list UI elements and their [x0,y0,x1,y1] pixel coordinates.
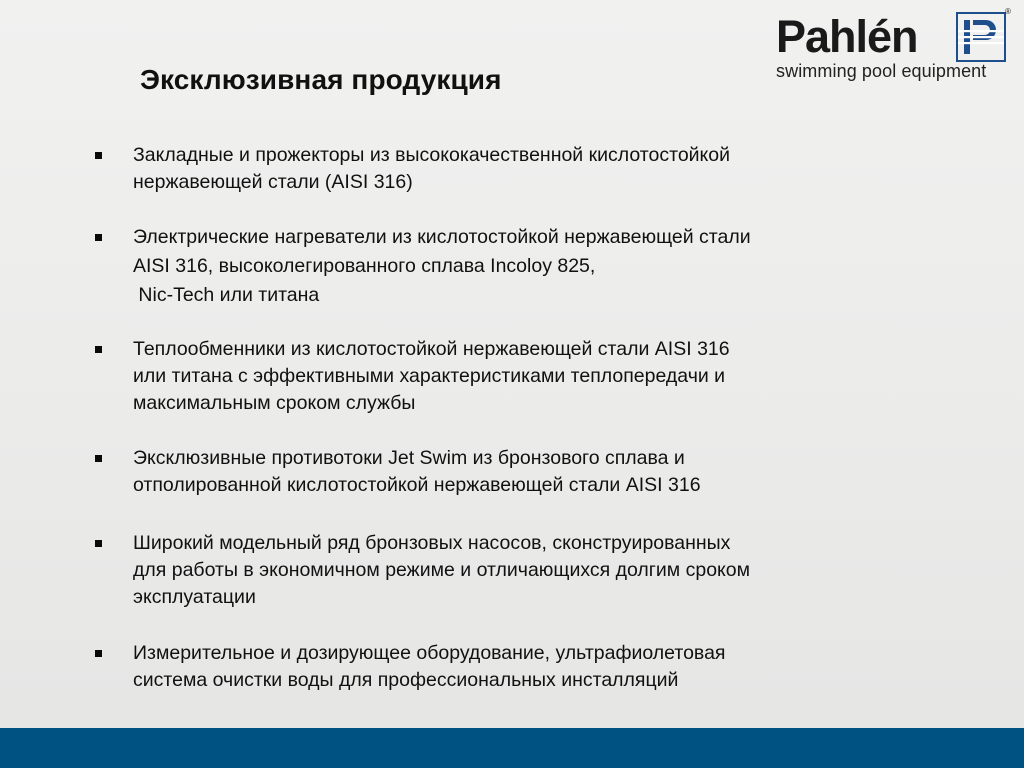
footer-band [0,728,1024,768]
bullet-text-line: Измерительное и дозирующее оборудование, ультрафиолетовая [133,642,726,664]
bullet-text-line: для работы в экономичном режиме и отличающихся долгим сроком [133,559,751,581]
registered-mark: ® [1005,7,1011,16]
bullet-text-line: Закладные и прожекторы из высококачественной кислотостойкой [133,144,731,166]
bullet-text-line: Широкий модельный ряд бронзовых насосов, сконструированных [133,532,731,554]
bullet-square-icon [95,152,102,159]
bullet-square-icon [95,455,102,462]
bullet-text-line: эксплуатации [133,586,256,608]
logo-tagline: swimming pool equipment [776,61,987,81]
bullet-text-line: максимальным сроком службы [133,392,416,414]
slide-title: Эксклюзивная продукция [140,64,502,95]
logo-wordmark: Pahlén [776,11,918,62]
bullet-square-icon [95,234,102,241]
bullet-text-line: Теплообменники из кислотостойкой нержавеющей стали AISI 316 [133,338,730,360]
bullet-text-line: отполированной кислотостойкой нержавеющей стали AISI 316 [133,474,701,496]
bullet-text-line: Электрические нагреватели из кислотостойкой нержавеющей стали [133,226,751,248]
bullet-text-line: Эксклюзивные противотоки Jet Swim из бронзового сплава и [133,447,685,469]
bullet-text-line: AISI 316, высоколегированного сплава Incoloy 825, [133,255,596,277]
bullet-square-icon [95,650,102,657]
bullet-text-line: или титана с эффективными характеристиками теплопередачи и [133,365,726,387]
bullet-text-line: Nic-Tech или титана [133,284,320,306]
bullet-text-line: система очистки воды для профессиональных инсталляций [133,669,679,691]
bullet-square-icon [95,346,102,353]
bullet-square-icon [95,540,102,547]
bullet-text-line: нержавеющей стали (AISI 316) [133,171,413,193]
